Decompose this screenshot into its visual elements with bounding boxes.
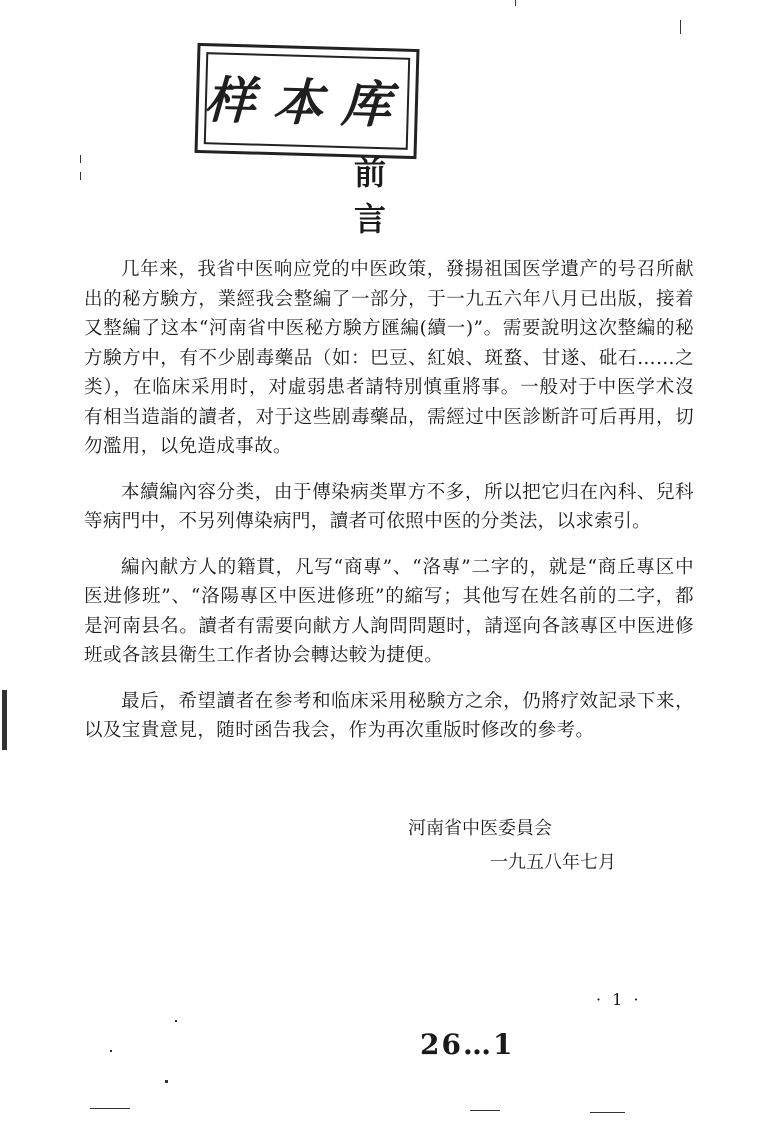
scan-mark-left: [2, 690, 7, 750]
scan-mark-top: [515, 0, 516, 6]
scan-mark-left-tick-2: [80, 172, 81, 180]
preface-body: [84, 255, 694, 762]
paragraph-1: 几年来，我省中医响应党的中医政策，發揚祖国医学遺产的号召所献出的秘方験方，業經我会整編了一部分，于一九五六年八月已出版，接着又整編了这本“河南省中医秘方験方匯編(續一)”。需要說明这次整編的秘方験方中，有不少剧毒藥品（如：巴豆、紅娘、斑蝥、甘遂、砒石……之类），在临床采用时，对虛弱患者請特別慎重將事。一般对于中医学术沒有相当造詣的讀者，对于这些剧毒藥品，需經过中医診断許可后再用，切勿濫用，以免造成事故。: [84, 259, 694, 457]
scan-mark-bottom-3: [590, 1112, 625, 1113]
scan-dot-2: [110, 1050, 112, 1052]
scan-dot-3: [175, 1020, 177, 1022]
scan-mark-top-right: [680, 20, 681, 34]
stamp-text: 样本库: [204, 71, 410, 135]
signature-block: [408, 812, 616, 880]
page-title: 前言: [353, 154, 466, 238]
scan-mark-left-tick-1: [80, 155, 81, 163]
scan-mark-bottom-1: [90, 1108, 130, 1109]
signature-date: 一九五八年七月: [490, 852, 616, 873]
scan-mark-bottom-2: [470, 1110, 500, 1111]
page-number: · 1 ·: [596, 990, 642, 1009]
signature-org: 河南省中医委員会: [408, 818, 552, 839]
scan-dot-1: [165, 1080, 168, 1083]
library-stamp: [195, 43, 420, 159]
paragraph-3: 編內献方人的籍貫，凡写“商專”、“洛專”二字的，就是“商丘專区中医进修班”、“洛陽專区中医进修班”的縮写；其他写在姓名前的二字，都是河南县名。讀者有需要向献方人詢問問題时，請逕向各該專区中医进修班或各該县衛生工作者协会轉达較为捷便。: [84, 556, 694, 666]
paragraph-4: 最后，希望讀者在参考和临床采用秘験方之余，仍將疗效記录下来，以及宝貴意見，随时函告我会，作为再次重版时修改的參考。: [84, 690, 694, 741]
paragraph-2: 本續編內容分类，由于傳染病类單方不多，所以把它归在內科、兒科等病門中，不另列傳染病門，讀者可依照中医的分类法，以求索引。: [84, 481, 694, 532]
catalog-number: 26…1: [420, 1028, 515, 1061]
